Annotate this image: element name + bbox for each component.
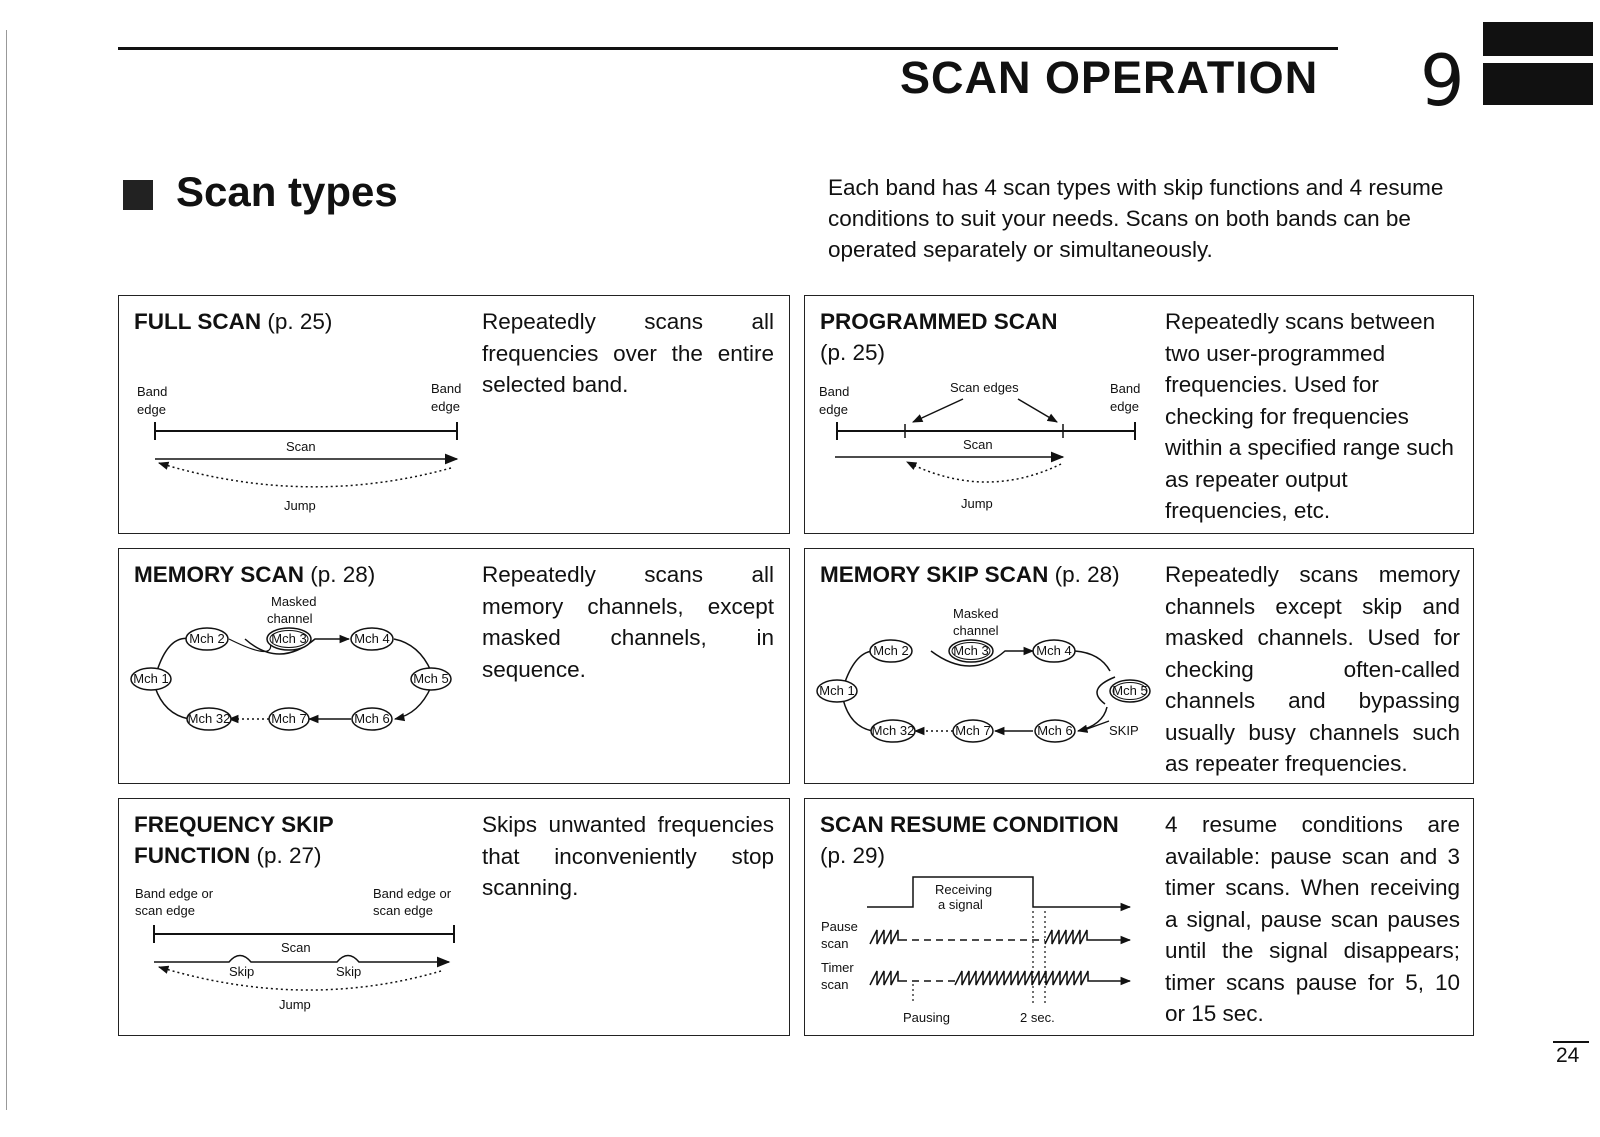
svg-text:Band: Band (431, 381, 462, 396)
memory-channel-masked (267, 628, 311, 650)
svg-text:Mch 3: Mch 3 (953, 643, 989, 658)
memory-channel (953, 720, 993, 742)
memory-channel (269, 708, 309, 730)
memory-skip-scan-diagram (805, 549, 1475, 785)
svg-text:Mch 5: Mch 5 (413, 671, 449, 686)
resume-condition-diagram (805, 799, 1475, 1037)
svg-text:Band: Band (137, 384, 168, 399)
svg-text:Timer: Timer (821, 960, 854, 975)
svg-text:Masked: Masked (271, 594, 317, 609)
svg-text:2 sec.: 2 sec. (1020, 1010, 1055, 1025)
svg-text:Mch 32: Mch 32 (187, 711, 231, 726)
svg-text:a signal: a signal (938, 897, 983, 912)
chapter-tab-marker (1483, 63, 1593, 105)
svg-text:edge: edge (819, 402, 848, 417)
memory-scan-box (118, 548, 790, 784)
svg-text:Band: Band (819, 384, 850, 399)
programmed-scan-title: PROGRAMMED SCAN (p. 25) (820, 309, 1058, 365)
section-bullet-icon (123, 180, 153, 210)
svg-text:Mch 6: Mch 6 (1037, 723, 1073, 738)
svg-text:Scan edges: Scan edges (950, 380, 1019, 395)
resume-condition-description: 4 resume conditions are available: pause scan and 3 timer scans. When receiving a signal, pause scan pauses until the signal disappears; timer scans pause for 5, 10 or 15 sec. (1165, 812, 1460, 1026)
memory-channel (351, 628, 393, 650)
chapter-number: 9 (1420, 40, 1465, 122)
memory-channel (187, 708, 231, 730)
memory-channel-masked (949, 640, 993, 662)
svg-text:Mch 7: Mch 7 (955, 723, 991, 738)
memory-scan-diagram (119, 549, 791, 785)
svg-text:Scan: Scan (281, 940, 311, 955)
header-rule (118, 47, 1338, 50)
svg-text:edge: edge (431, 399, 460, 414)
svg-text:Mch 6: Mch 6 (354, 711, 390, 726)
svg-text:Pausing: Pausing (903, 1010, 950, 1025)
svg-text:edge: edge (1110, 399, 1139, 414)
svg-text:Mch 1: Mch 1 (819, 683, 855, 698)
svg-text:scan edge: scan edge (373, 903, 433, 918)
frequency-skip-description: Skips unwanted frequencies that inconveniently stop scanning. (482, 812, 774, 900)
svg-text:edge: edge (137, 402, 166, 417)
memory-scan-description: Repeatedly scans all memory channels, except masked channels, in sequence. (482, 562, 774, 682)
svg-text:Mch 32: Mch 32 (871, 723, 915, 738)
svg-text:Jump: Jump (279, 997, 311, 1012)
svg-text:Receiving: Receiving (935, 882, 993, 897)
memory-channel (131, 668, 171, 690)
memory-channel (817, 680, 857, 702)
svg-text:scan: scan (821, 977, 849, 992)
full-scan-box (118, 295, 790, 534)
memory-channel (352, 708, 392, 730)
frequency-skip-diagram (119, 799, 791, 1037)
svg-text:Mch 5: Mch 5 (1112, 683, 1148, 698)
chapter-title: SCAN OPERATION (900, 52, 1319, 103)
svg-text:Masked: Masked (953, 606, 999, 621)
programmed-scan-description: Repeatedly scans between two user-programmed frequencies. Used for checking for frequencies within a specified range such as repeater output frequencies, etc. (1165, 309, 1454, 523)
memory-scan-title: MEMORY SCAN (p. 28) (134, 562, 376, 587)
memory-channel (1033, 640, 1075, 662)
svg-text:Mch 4: Mch 4 (1036, 643, 1072, 658)
section-intro: Each band has 4 scan types with skip functions and 4 resume conditions to suit your needs. Scans on both bands can be operated separately or simultaneously. (828, 175, 1444, 262)
full-scan-description: Repeatedly scans all frequencies over the entire selected band. (482, 309, 774, 397)
svg-text:Mch 2: Mch 2 (189, 631, 225, 646)
frequency-skip-box (118, 798, 790, 1036)
left-margin-rule (6, 30, 7, 1110)
svg-text:Mch 2: Mch 2 (873, 643, 909, 658)
svg-text:Jump: Jump (284, 498, 316, 513)
svg-text:Pause: Pause (821, 919, 858, 934)
svg-text:scan: scan (821, 936, 849, 951)
section-title: Scan types (176, 168, 398, 215)
svg-text:Skip: Skip (336, 964, 362, 979)
svg-text:Band edge or: Band edge or (373, 886, 452, 901)
memory-channel-skipped (1110, 680, 1150, 702)
page-number: 24 (1556, 1044, 1580, 1067)
svg-text:Jump: Jump (961, 496, 993, 511)
programmed-scan-diagram (805, 296, 1475, 535)
skip-label: SKIP (1109, 723, 1139, 738)
frequency-skip-title: FREQUENCY SKIP FUNCTION (p. 27) (134, 812, 334, 868)
full-scan-title: FULL SCAN (p. 25) (134, 309, 333, 334)
memory-skip-scan-box (804, 548, 1474, 784)
svg-text:channel: channel (267, 611, 313, 626)
memory-channel (871, 720, 915, 742)
svg-text:Mch 7: Mch 7 (271, 711, 307, 726)
svg-text:channel: channel (953, 623, 999, 638)
resume-condition-box (804, 798, 1474, 1036)
resume-condition-title: SCAN RESUME CONDITION (p. 29) (820, 812, 1119, 868)
memory-channel (186, 628, 228, 650)
svg-text:Scan: Scan (963, 437, 993, 452)
programmed-scan-box (804, 295, 1474, 534)
svg-text:Mch 1: Mch 1 (133, 671, 169, 686)
svg-text:Mch 4: Mch 4 (354, 631, 390, 646)
memory-channel (870, 640, 912, 662)
svg-text:Scan: Scan (286, 439, 316, 454)
memory-channel (1035, 720, 1075, 742)
memory-skip-scan-title: MEMORY SKIP SCAN (p. 28) (820, 562, 1120, 587)
full-scan-diagram (119, 296, 791, 535)
memory-skip-scan-description: Repeatedly scans memory channels except skip and masked channels. Used for checking often-called channels and bypassing usually busy channels such as repeater frequencies. (1165, 562, 1460, 776)
page-number-rule (1553, 1041, 1589, 1043)
memory-channel (411, 668, 451, 690)
svg-text:Skip: Skip (229, 964, 255, 979)
svg-text:Band: Band (1110, 381, 1141, 396)
svg-text:Band edge or: Band edge or (135, 886, 214, 901)
svg-text:scan edge: scan edge (135, 903, 195, 918)
chapter-tab-marker (1483, 22, 1593, 56)
svg-text:Mch 3: Mch 3 (271, 631, 307, 646)
